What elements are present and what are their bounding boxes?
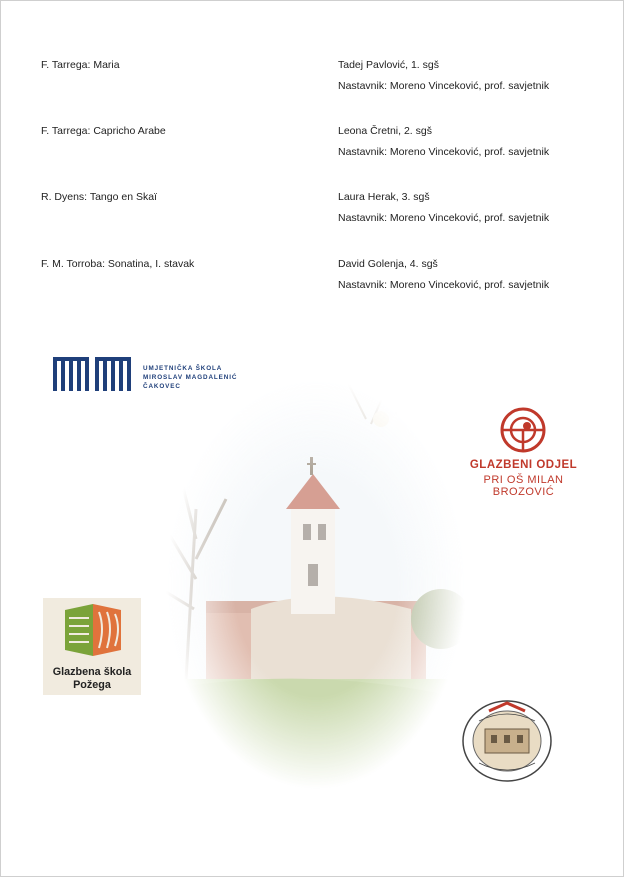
teacher: Nastavnik: Moreno Vinceković, prof. savjetnik (338, 146, 550, 158)
castle-photo (166, 379, 466, 789)
piece-title: R. Dyens: Tango en Skaï (41, 191, 157, 203)
varazdin-school-seal (459, 699, 555, 783)
performer: Laura Herak, 3. sgš (338, 191, 430, 203)
piece-title: F. Tarrega: Maria (41, 59, 120, 71)
teacher: Nastavnik: Moreno Vinceković, prof. savjetnik (338, 80, 550, 92)
pozega-name: Glazbena škola Požega (52, 666, 132, 691)
performer: David Golenja, 4. sgš (338, 258, 438, 270)
performer: Tadej Pavlović, 1. sgš (338, 59, 439, 71)
pozega-emblem-icon (43, 598, 141, 664)
glazbeni-odjel-logo: GLAZBENI ODJEL PRI OŠ MILAN BROZOVIĆ (456, 406, 591, 496)
piece-title: F. M. Torroba: Sonatina, I. stavak (41, 258, 195, 270)
teacher: Nastavnik: Moreno Vinceković, prof. savjetnik (338, 279, 550, 291)
glazbena-skola-pozega-logo (43, 598, 141, 695)
teacher: Nastavnik: Moreno Vinceković, prof. savjetnik (338, 212, 550, 224)
performer: Leona Čretni, 2. sgš (338, 125, 432, 137)
piece-title: F. Tarrega: Capricho Arabe (41, 125, 166, 137)
odjel-emblem-icon (456, 406, 591, 458)
mm-school-name: UMJETNIČKA ŠKOLA MIROSLAV MAGDALENIĆ ČAKOVEC (143, 365, 238, 390)
